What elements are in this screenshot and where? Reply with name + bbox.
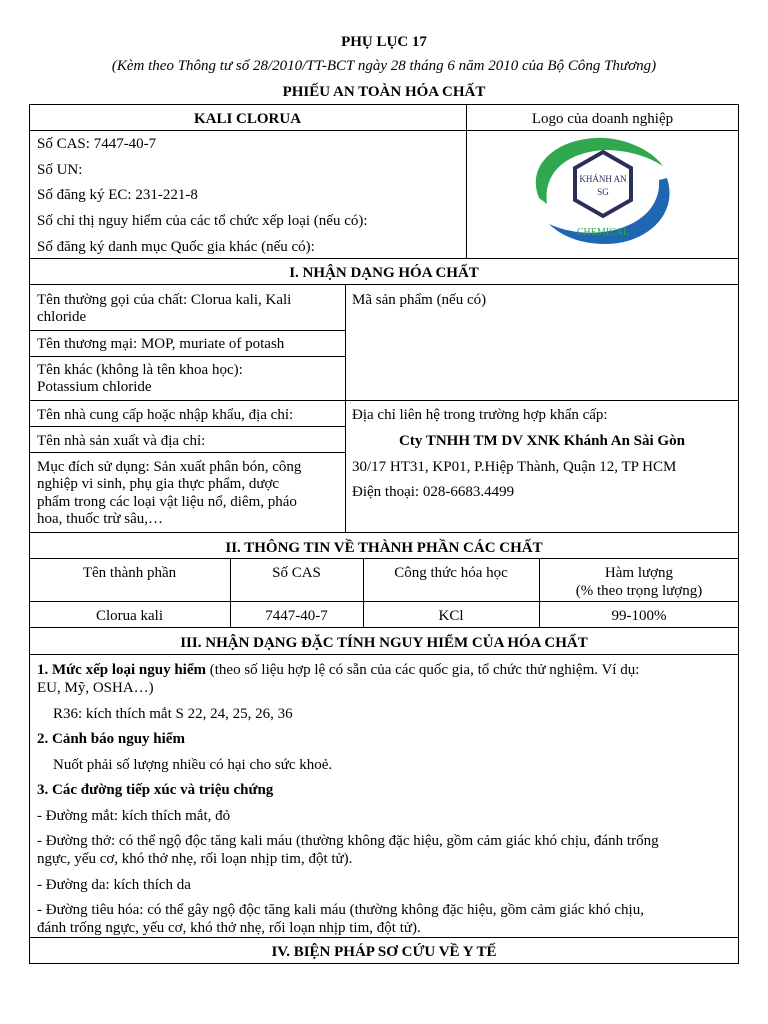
hazard-class-desc: (theo số liệu hợp lệ có sẵn của các quốc gia, tổ chức thử nghiệm. Ví dụ: bbox=[206, 662, 640, 678]
warning-text: Nuốt phải số lượng nhiều có hại cho sức khoẻ. bbox=[53, 757, 333, 773]
r36-phrase: R36: kích thích mắt S 22, 24, 25, 26, 36 bbox=[53, 706, 293, 722]
supplier-label: Tên nhà cung cấp hoặc nhập khẩu, địa chỉ: bbox=[37, 407, 294, 423]
logo-text-line1: KHÁNH AN bbox=[579, 174, 627, 184]
product-code: Mã sản phẩm (nếu có) bbox=[352, 292, 487, 308]
rule-section2-header bbox=[29, 558, 739, 559]
company-address: 30/17 HT31, KP01, P.Hiệp Thành, Quận 12, TP HCM bbox=[352, 459, 677, 475]
rule-other-name bbox=[29, 400, 739, 401]
header-formula: Công thức hóa học bbox=[394, 565, 508, 581]
exposure-digest-line2: đánh trống ngực, yếu cơ, khó thở nhẹ, rối loạn nhịp tim, đột tử). bbox=[37, 920, 421, 936]
cell-formula: KCl bbox=[438, 608, 464, 624]
other-name-line1: Tên khác (không là tên khoa học): bbox=[37, 362, 243, 378]
exposure-skin: - Đường da: kích thích da bbox=[37, 877, 191, 893]
other-name-line2: Potassium chloride bbox=[37, 379, 152, 395]
rule-manufacturer bbox=[29, 452, 345, 453]
rule-section2-top bbox=[29, 532, 739, 533]
rule-product-name bbox=[29, 130, 739, 131]
header-component: Tên thành phần bbox=[82, 565, 177, 581]
header-cas: Số CAS bbox=[272, 565, 321, 581]
section1-title: I. NHẬN DẠNG HÓA CHẤT bbox=[289, 265, 479, 281]
rule-section4-top bbox=[29, 937, 739, 938]
purpose-line1: Mục đích sử dụng: Sản xuất phân bón, công bbox=[37, 459, 302, 475]
company-logo bbox=[519, 132, 683, 250]
rule-section3-header bbox=[29, 654, 739, 655]
hazard-class-heading: 1. Mức xếp loại nguy hiểm bbox=[37, 662, 206, 678]
cas-number: Số CAS: 7447-40-7 bbox=[37, 136, 157, 152]
hexagon-icon bbox=[575, 152, 631, 216]
cell-cas: 7447-40-7 bbox=[265, 608, 328, 624]
rule-common-name bbox=[29, 330, 345, 331]
rule-composition-header bbox=[29, 601, 739, 602]
warning-heading: 2. Cảnh báo nguy hiểm bbox=[37, 731, 185, 747]
hazard-class-line1 bbox=[37, 662, 639, 679]
purpose-line2: nghiệp vi sinh, phụ gia thực phẩm, dược bbox=[37, 476, 280, 492]
common-name-line1: Tên thường gọi của chất: Clorua kali, Kali bbox=[37, 292, 292, 308]
emergency-contact-label: Địa chỉ liên hệ trong trường hợp khẩn cấp: bbox=[352, 407, 608, 423]
hazard-index: Số chỉ thị nguy hiểm của các tổ chức xếp loại (nếu có): bbox=[37, 213, 368, 229]
rule-supplier bbox=[29, 426, 345, 427]
appendix-title: PHỤ LỤC 17 bbox=[341, 34, 427, 50]
manufacturer-label: Tên nhà sản xuất và địa chỉ: bbox=[37, 433, 206, 449]
logo-text-line3: CHEMICAL bbox=[576, 227, 630, 238]
exposure-digest-line1: - Đường tiêu hóa: có thể gây ngộ độc tăng kali máu (thường không đặc hiệu, gồm cảm giác khó chịu, bbox=[37, 902, 644, 918]
trade-name: Tên thương mại: MOP, muriate of potash bbox=[37, 336, 285, 352]
section4-title: IV. BIỆN PHÁP SƠ CỨU VỀ Y TẾ bbox=[271, 944, 497, 960]
un-number: Số UN: bbox=[37, 162, 83, 178]
document-title: PHIẾU AN TOÀN HÓA CHẤT bbox=[282, 84, 486, 100]
hazard-class-line2: EU, Mỹ, OSHA…) bbox=[37, 680, 154, 696]
common-name-line2: chloride bbox=[37, 309, 87, 325]
company-name: Cty TNHH TM DV XNK Khánh An Sài Gòn bbox=[399, 433, 685, 449]
rule-section3-top bbox=[29, 627, 739, 628]
product-name: KALI CLORUA bbox=[193, 111, 302, 127]
exposure-breath-line1: - Đường thở: có thể ngộ độc tăng kali máu (thường không đặc hiệu, gồm cảm giác khó chịu, đánh trống bbox=[37, 833, 659, 849]
ec-number: Số đăng ký EC: 231-221-8 bbox=[37, 187, 198, 203]
section3-title: III. NHẬN DẠNG ĐẶC TÍNH NGUY HIỂM CỦA HÓA CHẤT bbox=[180, 635, 588, 651]
logo-text-line2: SG bbox=[597, 187, 609, 197]
cell-component: Clorua kali bbox=[95, 608, 164, 624]
rule-section4-header bbox=[29, 963, 739, 964]
rule-section1-top bbox=[29, 258, 739, 259]
exposure-breath-line2: ngực, yếu cơ, khó thở nhẹ, rối loạn nhịp tim, đột tử). bbox=[37, 851, 353, 867]
section2-title: II. THÔNG TIN VỀ THÀNH PHẦN CÁC CHẤT bbox=[225, 540, 543, 556]
exposure-eye: - Đường mắt: kích thích mắt, đỏ bbox=[37, 808, 231, 824]
rule-trade-name bbox=[29, 356, 345, 357]
divider-section1 bbox=[345, 284, 346, 532]
exposure-heading: 3. Các đường tiếp xúc và triệu chứng bbox=[37, 782, 274, 798]
header-content-unit: (% theo trọng lượng) bbox=[575, 583, 703, 599]
rule-section1-header bbox=[29, 284, 739, 285]
cell-content: 99-100% bbox=[611, 608, 667, 624]
purpose-line4: hoa, thuốc trừ sâu,… bbox=[37, 511, 164, 527]
header-content: Hàm lượng bbox=[604, 565, 674, 581]
appendix-subtitle: (Kèm theo Thông tư số 28/2010/TT-BCT ngày 28 tháng 6 năm 2010 của Bộ Công Thương) bbox=[111, 58, 657, 74]
purpose-line3: phẩm trong các loại vật liệu nổ, diêm, pháo bbox=[37, 494, 297, 510]
company-phone: Điện thoại: 028-6683.4499 bbox=[352, 484, 515, 500]
logo-label: Logo của doanh nghiệp bbox=[531, 111, 674, 127]
national-registration: Số đăng ký danh mục Quốc gia khác (nếu có): bbox=[37, 239, 315, 255]
